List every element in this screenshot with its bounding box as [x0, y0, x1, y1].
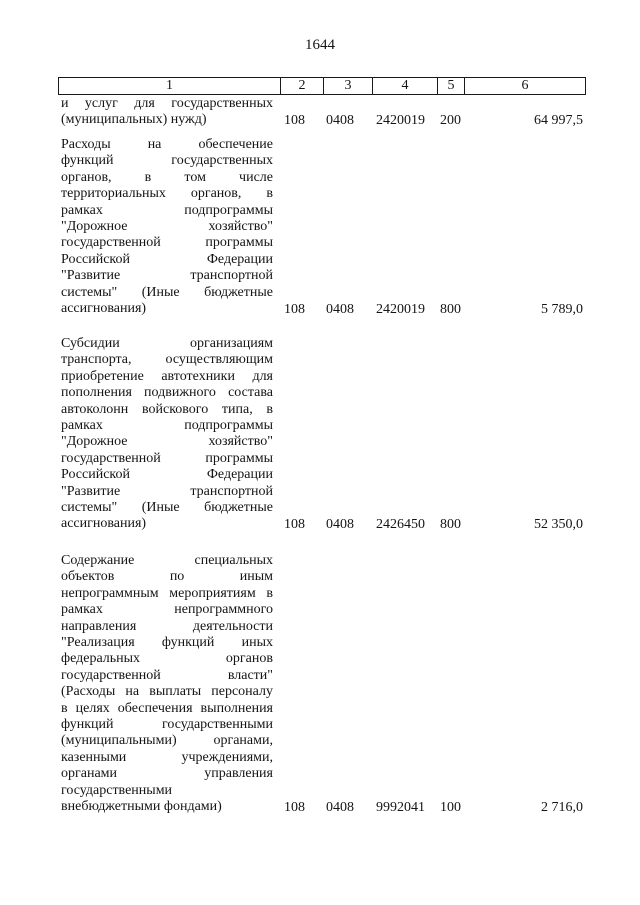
section-code: 108 [284, 799, 305, 815]
column-number-header [58, 77, 586, 95]
description-line: Российской Федерации [61, 251, 273, 267]
amount-value: 2 716,0 [541, 799, 583, 815]
description-line: Содержание специальных [61, 553, 273, 568]
expense-type-code: 800 [440, 301, 461, 317]
description-line: "Развитие транспортной [61, 268, 273, 284]
description-line: направления деятельности [61, 618, 273, 634]
row-description [61, 96, 273, 129]
description-line: функций государственными [61, 717, 273, 733]
subsection-code: 0408 [326, 301, 354, 317]
amount-value: 64 997,5 [534, 112, 583, 128]
row-description [61, 137, 273, 317]
description-line: (муниципальных) нужд) [61, 112, 207, 128]
description-line: автоколонн войскового типа, в [61, 401, 273, 417]
header-col-3: 3 [324, 78, 373, 95]
description-line: "Реализация функций иных [61, 635, 273, 651]
description-line: системы" (Иные бюджетные [61, 500, 273, 516]
subsection-code: 0408 [326, 516, 354, 532]
subsection-code: 0408 [326, 799, 354, 815]
header-col-5: 5 [438, 78, 465, 95]
description-line: "Развитие транспортной [61, 483, 273, 499]
row-description [61, 553, 273, 816]
description-line: "Дорожное хозяйство" [61, 434, 273, 450]
section-code: 108 [284, 301, 305, 317]
expense-type-code: 800 [440, 516, 461, 532]
description-line: пополнения подвижного состава [61, 385, 273, 401]
description-line: рамках подпрограммы [61, 418, 273, 434]
description-line: непрограммным мероприятиям в [61, 585, 273, 601]
description-line: территориальных органов, в [61, 186, 273, 202]
header-col-4: 4 [373, 78, 438, 95]
expense-type-code: 200 [440, 112, 461, 128]
description-line: органами управления [61, 766, 273, 782]
description-line: и услуг для государственных [61, 96, 273, 111]
description-line: государственными [61, 782, 173, 798]
description-line: государственной программы [61, 235, 273, 251]
description-line: внебюджетными фондами) [61, 799, 222, 815]
description-line: ассигнования) [61, 301, 147, 317]
description-line: (Расходы на выплаты персоналу [61, 684, 273, 700]
description-line: рамках подпрограммы [61, 202, 273, 218]
description-line: рамках непрограммного [61, 602, 273, 618]
target-article-code: 9992041 [376, 799, 425, 815]
subsection-code: 0408 [326, 112, 354, 128]
header-col-6: 6 [465, 78, 586, 95]
amount-value: 52 350,0 [534, 516, 583, 532]
target-article-code: 2426450 [376, 516, 425, 532]
header-col-2: 2 [281, 78, 324, 95]
section-code: 108 [284, 112, 305, 128]
description-line: "Дорожное хозяйство" [61, 219, 273, 235]
description-line: Субсидии организациям [61, 336, 273, 351]
target-article-code: 2420019 [376, 112, 425, 128]
description-line: функций государственных [61, 153, 273, 169]
description-line: государственной власти" [61, 667, 273, 683]
target-article-code: 2420019 [376, 301, 425, 317]
description-line: транспорта, осуществляющим [61, 352, 273, 368]
page-number: 1644 [305, 37, 335, 53]
header-col-1: 1 [59, 78, 281, 95]
description-line: ассигнования) [61, 516, 147, 532]
description-line: объектов по иным [61, 569, 273, 585]
description-line: в целях обеспечения выполнения [61, 700, 273, 716]
description-line: казенными учреждениями, [61, 749, 273, 765]
description-line: (муниципальными) органами, [61, 733, 273, 749]
description-line: Российской Федерации [61, 467, 273, 483]
description-line: Расходы на обеспечение [61, 137, 273, 152]
description-line: системы" (Иные бюджетные [61, 284, 273, 300]
description-line: государственной программы [61, 450, 273, 466]
row-description [61, 336, 273, 533]
description-line: органов, в том числе [61, 169, 273, 185]
amount-value: 5 789,0 [541, 301, 583, 317]
description-line: федеральных органов [61, 651, 273, 667]
section-code: 108 [284, 516, 305, 532]
expense-type-code: 100 [440, 799, 461, 815]
description-line: приобретение автотехники для [61, 368, 273, 384]
